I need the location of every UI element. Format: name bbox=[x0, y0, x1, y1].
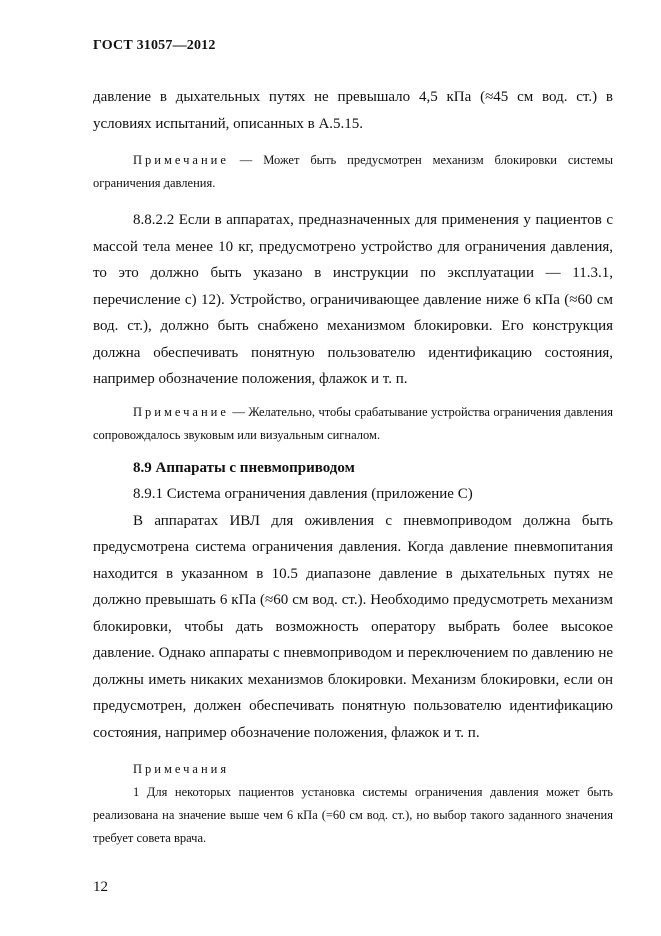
note-1: 1 Для некоторых пациентов установка системы ограничения давления может быть реализована на значение выше чем 6 кПа (=60 см вод. ст.), но выбор такого заданного значения требует совета врача. bbox=[93, 785, 613, 845]
paragraph-pneumatic: В аппаратах ИВЛ для оживления с пневмоприводом должна быть предусмотрена система ограничения давления. Когда давление пневмопитания находится в указанном в 10.5 диапазоне давление в дыхательных путях не должно превышать 6 кПа (≈60 см вод. ст.). Необходимо предусмотреть механизм блокировки, чтобы дать возможность оператору выбрать более высокое давление. Однако аппараты с пневмоприводом и переключением по давлению не должны иметь никаких механизмов блокировки. Механизм блокировки, если он предусмотрен, должен обеспечивать понятную пользователю идентификацию состояния, например обозначение положения, флажок и т. п. bbox=[93, 512, 613, 741]
paragraph-8-8-2-2: 8.8.2.2 Если в аппаратах, предназначенных для применения у пациентов с массой тела менее 10 кг, предусмотрено устройство для ограничения давления, то это должно быть указано в инструкции по эксплуатации — 11.3.1, перечисление с) 12). Устройство, ограничивающее давление ниже 6 кПа (≈60 см вод. ст.), должно быть снабжено механизмом блокировки. Его конструкция должна обеспечивать понятную пользователю идентификацию состояния, например обозначение положения, флажок и т. п. bbox=[93, 212, 613, 387]
notes-label: Примечания bbox=[133, 762, 230, 776]
document-header: ГОСТ 31057—2012 bbox=[93, 38, 216, 53]
note-label: Примечание bbox=[133, 404, 229, 419]
notes-heading bbox=[93, 758, 613, 781]
note-signal bbox=[93, 401, 613, 447]
paragraph-pressure-limit: давление в дыхательных путях не превышало 4,5 кПа (≈45 см вод. ст.) в условиях испытаний, описанных в А.5.15. bbox=[93, 89, 613, 132]
section-heading-8-9: 8.9 Аппараты с пневмоприводом bbox=[133, 459, 355, 476]
page-number: 12 bbox=[93, 879, 108, 895]
page-body bbox=[93, 84, 613, 850]
note-text: — Желательно, чтобы срабатывание устройства ограничения давления сопровождалось звуковым или визуальным сигналом. bbox=[93, 404, 613, 442]
note-label: Примечание bbox=[133, 153, 229, 167]
note-text: — Может быть предусмотрен механизм блокировки системы ограничения давления. bbox=[93, 153, 613, 190]
note-blocking-mechanism bbox=[93, 149, 613, 195]
subsection-8-9-1: 8.9.1 Система ограничения давления (приложение С) bbox=[133, 486, 473, 502]
